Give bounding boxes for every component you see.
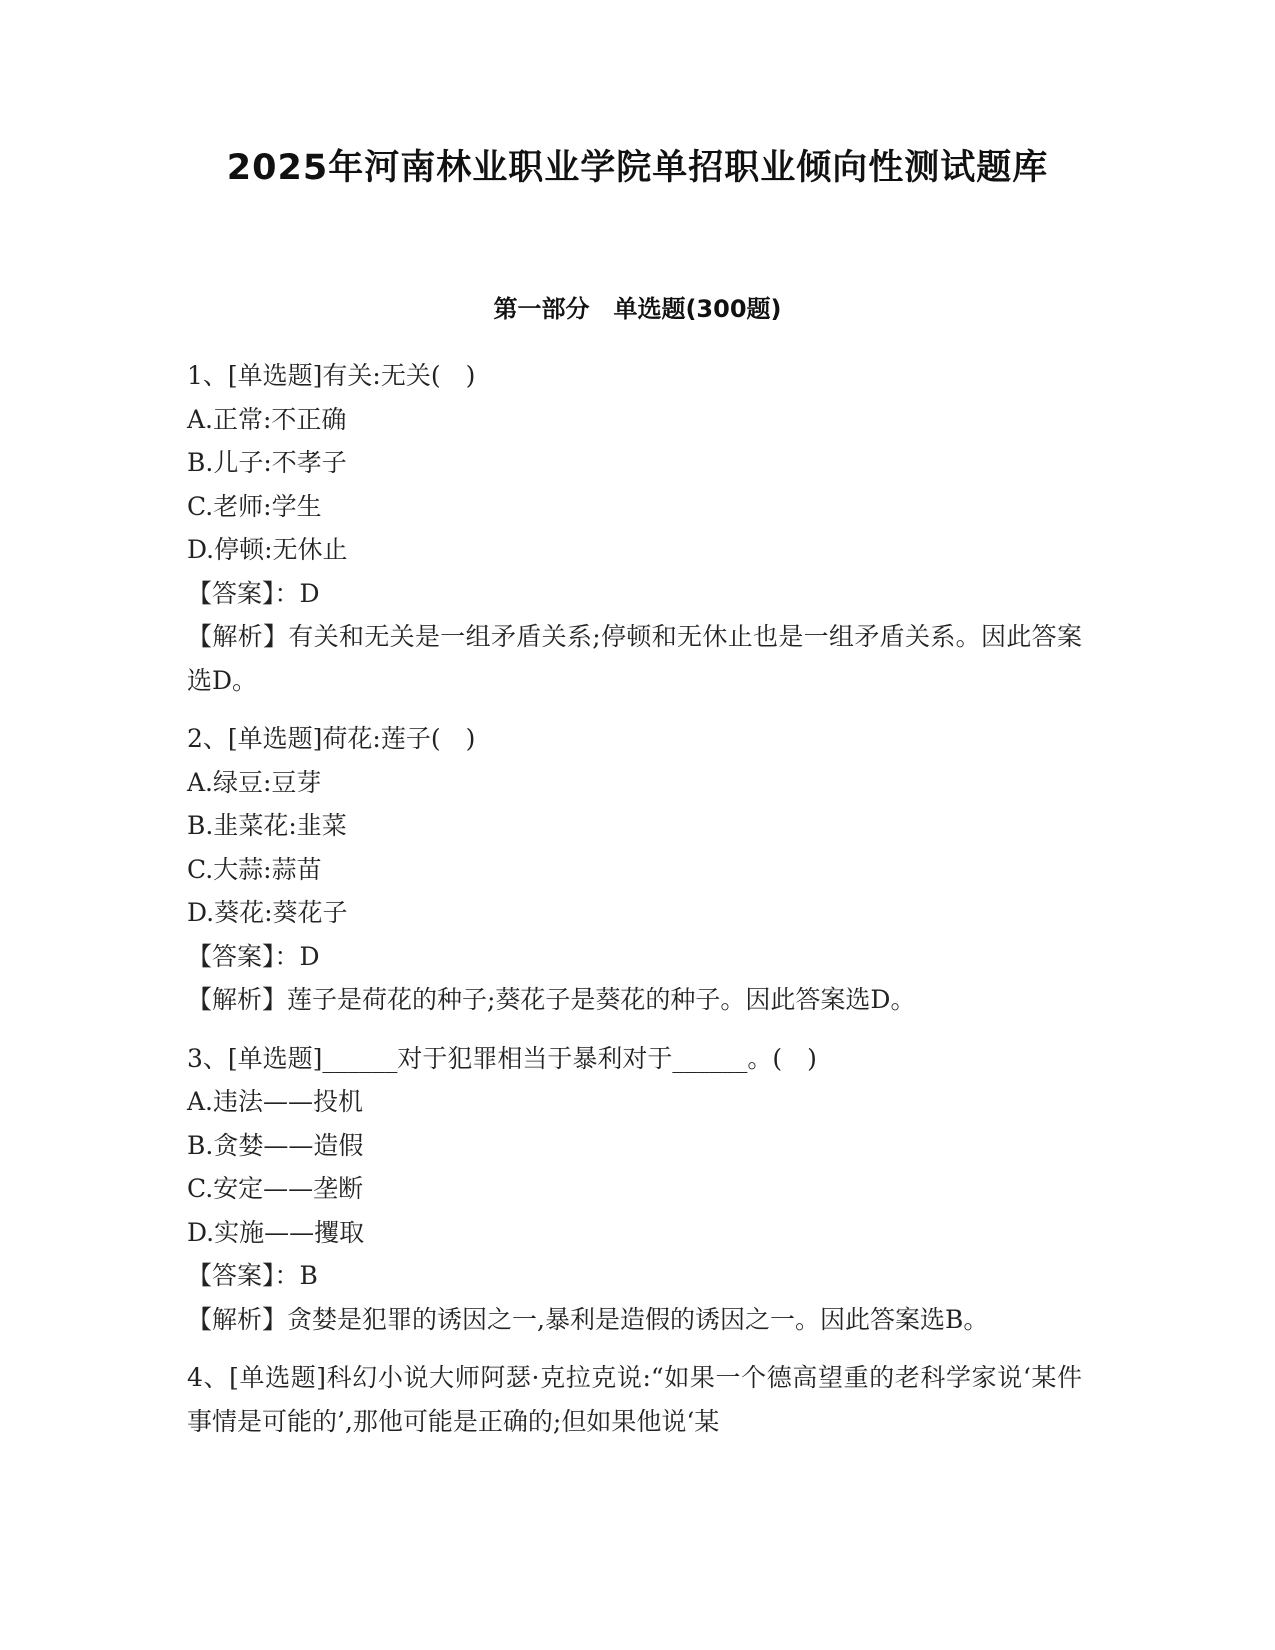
option-b: B.贪婪——造假 bbox=[187, 1130, 364, 1160]
question-stem: 3、[单选题]______对于犯罪相当于暴利对于______。( ) bbox=[187, 1043, 817, 1073]
question-item bbox=[187, 717, 1082, 1022]
option-a: A.正常:不正确 bbox=[187, 404, 347, 434]
option-d: D.实施——攫取 bbox=[187, 1217, 365, 1247]
analysis-text: 【解析】莲子是荷花的种子;葵花子是葵花的种子。因此答案选D。 bbox=[187, 985, 916, 1014]
answer-text: 【答案】：D bbox=[187, 578, 320, 608]
document-title: 2025年河南林业职业学院单招职业倾向性测试题库 bbox=[226, 148, 1049, 188]
option-c: C.老师:学生 bbox=[187, 491, 322, 521]
question-stem: 1、[单选题]有关:无关( ) bbox=[187, 361, 476, 390]
question-item bbox=[187, 1037, 1082, 1342]
analysis-text: 【解析】有关和无关是一组矛盾关系;停顿和无休止也是一组矛盾关系。因此答案选D。 bbox=[187, 622, 1082, 695]
question-stem: 2、[单选题]荷花:莲子( ) bbox=[187, 724, 476, 753]
analysis-text: 【解析】贪婪是犯罪的诱因之一,暴利是造假的诱因之一。因此答案选B。 bbox=[187, 1304, 989, 1334]
question-stem: 4、[单选题]科幻小说大师阿瑟·克拉克说:“如果一个德高望重的老科学家说‘某件事情是可能的’,那他可能是正确的;但如果他说‘某 bbox=[187, 1363, 1082, 1436]
answer-text: 【答案】：B bbox=[187, 1261, 318, 1290]
question-item bbox=[187, 1356, 1082, 1443]
option-c: C.安定——垄断 bbox=[187, 1174, 364, 1203]
answer-text: 【答案】：D bbox=[187, 941, 320, 971]
question-item bbox=[187, 354, 1082, 702]
question-list bbox=[187, 354, 1082, 1458]
option-d: D.停顿:无休止 bbox=[187, 535, 348, 564]
section-title: 第一部分 单选题(300题) bbox=[493, 295, 782, 323]
option-a: A.绿豆:豆芽 bbox=[187, 767, 322, 797]
option-b: B.韭菜花:韭菜 bbox=[187, 811, 347, 840]
option-a: A.违法——投机 bbox=[187, 1087, 364, 1116]
option-b: B.儿子:不孝子 bbox=[187, 448, 347, 477]
option-c: C.大蒜:蒜苗 bbox=[187, 854, 322, 884]
option-d: D.葵花:葵花子 bbox=[187, 898, 348, 927]
